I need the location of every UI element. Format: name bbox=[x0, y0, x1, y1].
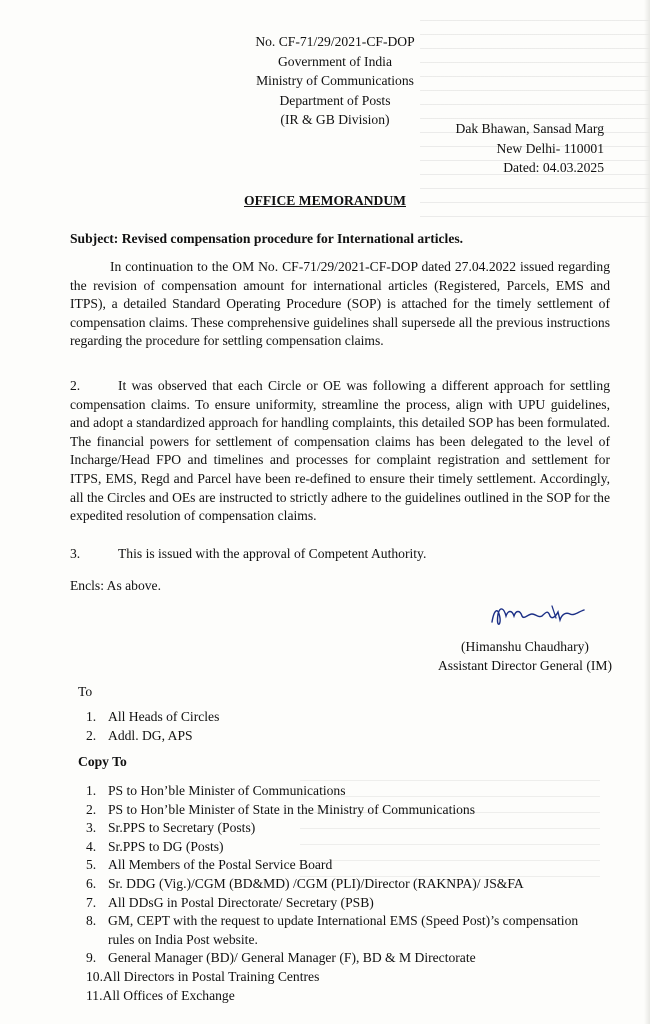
memo-title-text: OFFICE MEMORANDUM bbox=[244, 193, 406, 208]
item-text: All Heads of Circles bbox=[108, 709, 220, 724]
department-name: Department of Posts bbox=[279, 92, 391, 108]
item-text: Addl. DG, APS bbox=[108, 727, 193, 743]
item-number: 5. bbox=[86, 857, 97, 873]
ministry-name: Ministry of Communications bbox=[256, 73, 414, 88]
division-name: (IR & GB Division) bbox=[280, 112, 390, 127]
item-number: 7. bbox=[86, 894, 97, 910]
place-and-date bbox=[456, 119, 605, 178]
to-list bbox=[86, 708, 219, 745]
list-item bbox=[86, 968, 606, 987]
item-number: 2. bbox=[86, 727, 97, 743]
item-text: PS to Hon’ble Minister of State in the Ministry of Communications bbox=[108, 801, 476, 817]
item-number: 9. bbox=[86, 950, 97, 966]
list-item bbox=[86, 912, 606, 949]
memo-title bbox=[0, 193, 650, 209]
item-number: 8. bbox=[86, 913, 97, 929]
item-text: Sr.PPS to DG (Posts) bbox=[108, 838, 224, 854]
signatory-name: (Himanshu Chaudhary) bbox=[460, 639, 589, 654]
paragraph-text: This is issued with the approval of Competent Authority. bbox=[118, 546, 427, 561]
paragraph-number: 3. bbox=[70, 546, 81, 561]
item-number: 3. bbox=[86, 820, 97, 836]
list-item bbox=[86, 782, 606, 801]
paragraph-3 bbox=[70, 545, 610, 564]
item-text: PS to Hon’ble Minister of Communications bbox=[108, 783, 346, 798]
list-item bbox=[86, 838, 606, 857]
item-number: 4. bbox=[86, 838, 97, 854]
memo-subject: Subject: Revised compensation procedure for International articles. bbox=[70, 231, 464, 246]
signatory-block bbox=[438, 638, 612, 676]
item-number: 11. bbox=[86, 987, 103, 1003]
enclosures-note: Encls: As above. bbox=[70, 578, 161, 593]
item-text: General Manager (BD)/ General Manager (F), BD & M Directorate bbox=[108, 950, 476, 966]
item-text: Sr. DDG (Vig.)/CGM (BD&MD) /CGM (PLI)/Director (RAKNPA)/ JS&FA bbox=[108, 875, 524, 891]
item-text: All Directors in Postal Training Centres bbox=[103, 968, 320, 984]
paragraph-number: 2. bbox=[70, 378, 81, 393]
item-number: 10. bbox=[86, 968, 103, 984]
item-text: All Offices of Exchange bbox=[102, 987, 235, 1003]
copy-to-list bbox=[86, 782, 606, 1005]
list-item bbox=[86, 987, 606, 1006]
office-city: New Delhi- 110001 bbox=[496, 140, 604, 156]
item-text: All Members of the Postal Service Board bbox=[108, 857, 333, 873]
paragraph-1: In continuation to the OM No. CF-71/29/2021-CF-DOP dated 27.04.2022 issued regarding the revision of compensation amount for international articles (Registered, Parcels, EMS and ITPS), a detailed Standard Operating Procedure (SOP) is attached for the timely settlement of compensation claims. These comprehensive guidelines shall supersede all the previous instructions regarding the procedure for settling compensation claims. bbox=[70, 259, 610, 349]
item-number: 1. bbox=[86, 709, 97, 724]
item-text: Sr.PPS to Secretary (Posts) bbox=[108, 820, 256, 836]
paragraph-text: It was observed that each Circle or OE was following a different approach for settling compensation claims. To ensure uniformity, streamline the process, align with UPU guidelines, and adopt a standardized approach for handling complaints, this detailed SOP has been formulated. The financial powers for settlement of compensation claims has been delegated to the level of Incharge/Head FPO and timelines and processes for complaint registration and settlement for ITPS, EMS, Regd and Parcel have been re-defined to ensure their timely settlement. Accordingly, all the Circles and OEs are instructed to strictly adhere to the guidelines outlined in the SOP for the expedited resolution of compensation claims. bbox=[70, 378, 610, 524]
list-item bbox=[86, 949, 606, 968]
list-item bbox=[86, 708, 219, 727]
signatory-designation: Assistant Director General (IM) bbox=[437, 657, 612, 673]
list-item bbox=[86, 875, 606, 894]
page-edge-shadow bbox=[644, 0, 650, 1024]
to-heading: To bbox=[78, 684, 93, 699]
office-address: Dak Bhawan, Sansad Marg bbox=[455, 121, 604, 136]
item-text: All DDsG in Postal Directorate/ Secretary (PSB) bbox=[108, 894, 374, 910]
file-number: No. CF-71/29/2021-CF-DOP bbox=[255, 34, 415, 49]
copy-to-heading: Copy To bbox=[78, 754, 127, 769]
handwritten-signature bbox=[488, 596, 588, 632]
paragraph-2 bbox=[70, 377, 610, 526]
government-name: Government of India bbox=[277, 53, 392, 69]
letterhead bbox=[230, 32, 440, 130]
item-text: GM, CEPT with the request to update International EMS (Speed Post)’s compensation rules on India Post website. bbox=[108, 913, 579, 947]
list-item bbox=[86, 727, 219, 746]
list-item bbox=[86, 856, 606, 875]
list-item bbox=[86, 894, 606, 913]
item-number: 6. bbox=[86, 875, 97, 891]
item-number: 1. bbox=[86, 783, 97, 798]
memo-date: Dated: 04.03.2025 bbox=[503, 160, 604, 175]
list-item bbox=[86, 801, 606, 820]
item-number: 2. bbox=[86, 801, 97, 817]
list-item bbox=[86, 819, 606, 838]
